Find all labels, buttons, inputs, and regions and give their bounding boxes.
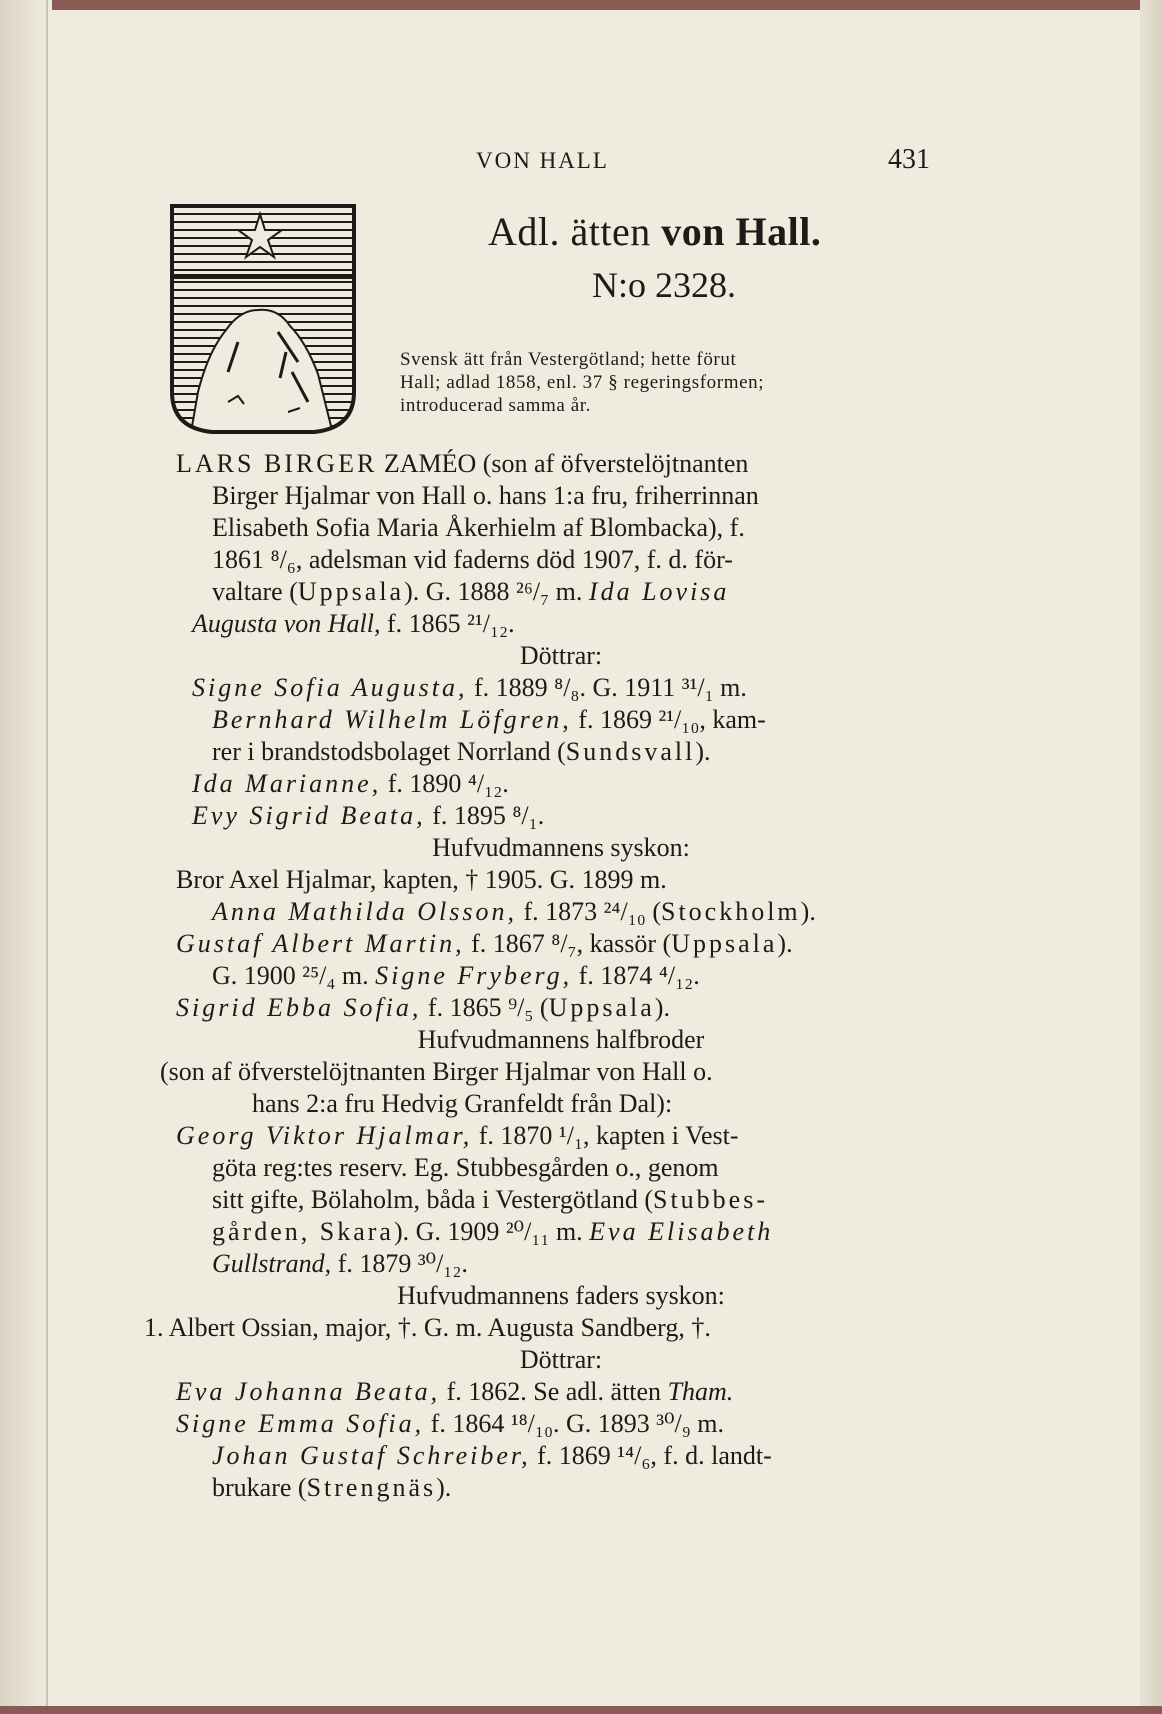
text-span: ). — [777, 929, 793, 958]
text-span: f. 1865 ²¹/₁₂. — [380, 609, 515, 638]
name-text: Anna Mathilda Olsson, — [212, 897, 517, 926]
text-line — [212, 736, 711, 768]
text-span: valtare ( — [212, 577, 298, 606]
name-text: Eva Johanna Beata, — [176, 1377, 441, 1406]
text-line: Birger Hjalmar von Hall o. hans 1:a fru, friherrinnan — [212, 481, 759, 510]
name-text: Bernhard Wilhelm Löfgren, — [212, 705, 572, 734]
name-text: Eva Elisabeth — [589, 1217, 774, 1246]
place-text: Strengnäs — [306, 1473, 437, 1502]
name-text: LARS BIRGER — [176, 449, 378, 478]
family-title-name: von Hall. — [661, 209, 822, 254]
name-text: Ida Marianne, — [192, 769, 382, 798]
page-gutter — [0, 0, 52, 1714]
text-span: ). G. 1888 ²⁶/₇ m. — [404, 577, 589, 606]
name-text: Tham. — [667, 1377, 734, 1406]
section-heading: Hufvudmannens faders syskon: — [397, 1281, 725, 1310]
name-text: Evy Sigrid Beata, — [192, 801, 426, 830]
text-span: ). — [436, 1473, 452, 1502]
text-line — [176, 448, 748, 480]
text-line — [212, 576, 729, 608]
text-line: 1861 ⁸/₆, adelsman vid faderns död 1907, f. d. för- — [212, 545, 733, 574]
text-span: f. 1895 ⁸/₁. — [425, 801, 545, 830]
text-line — [212, 1184, 768, 1216]
text-line — [192, 800, 544, 832]
name-text: Gullstrand, — [212, 1249, 332, 1278]
text-span: f. 1865 ⁹/₅ ( — [421, 993, 549, 1022]
text-span: sitt gifte, Bölaholm, båda i Vestergötland ( — [212, 1185, 653, 1214]
text-span: ). G. 1909 ²⁰/₁₁ m. — [393, 1217, 590, 1246]
text-span: f. 1864 ¹⁸/₁₀. G. 1893 ³⁰/₉ m. — [424, 1409, 725, 1438]
text-line: (son af öfverstelöjtnanten Birger Hjalmar von Hall o. — [160, 1057, 713, 1086]
text-line: 1. Albert Ossian, major, †. G. m. Augusta Sandberg, †. — [144, 1313, 711, 1342]
section-heading: Döttrar: — [519, 1345, 603, 1374]
place-text: Uppsala — [671, 929, 778, 958]
description-line: introducerad samma år. — [400, 395, 591, 416]
place-text: Stockholm — [660, 897, 801, 926]
name-text: Georg Viktor Hjalmar, — [176, 1121, 473, 1150]
place-text: gården, Skara — [212, 1217, 394, 1246]
bottom-edge — [0, 1706, 1162, 1714]
page-edge — [1140, 0, 1162, 1714]
text-line: göta reg:tes reserv. Eg. Stubbesgården o., genom — [212, 1153, 719, 1182]
text-span: f. 1874 ⁴/₁₂. — [572, 961, 700, 990]
description-line: Hall; adlad 1858, enl. 37 § regeringsformen; — [400, 372, 765, 393]
text-span: f. 1869 ¹⁴/₆, f. d. landt- — [530, 1441, 772, 1470]
text-line — [192, 672, 747, 704]
name-text: Signe Fryberg, — [375, 961, 573, 990]
text-line — [212, 1216, 773, 1248]
text-span: G. 1900 ²⁵/₄ m. — [212, 961, 376, 990]
text-line — [176, 928, 793, 960]
section-heading: Hufvudmannens halfbroder — [417, 1025, 705, 1054]
family-title — [488, 208, 821, 255]
text-span: ). — [800, 897, 816, 926]
description-line: Svensk ätt från Vestergötland; hette förut — [400, 349, 737, 370]
text-line — [212, 704, 766, 736]
name-text: Ida Lovisa — [588, 577, 730, 606]
top-edge — [0, 0, 1162, 10]
family-number: N:o 2328. — [592, 265, 736, 305]
text-span: f. 1869 ²¹/₁₀, kam- — [571, 705, 766, 734]
text-line: Elisabeth Sofia Maria Åkerhielm af Blombacka), f. — [212, 513, 745, 542]
text-line: Bror Axel Hjalmar, kapten, † 1905. G. 1899 m. — [176, 865, 667, 894]
gutter-line — [46, 0, 48, 1714]
section-heading: Hufvudmannens syskon: — [432, 833, 690, 862]
place-text: Stubbes- — [652, 1185, 768, 1214]
text-span: f. 1867 ⁸/₇, kassör ( — [464, 929, 672, 958]
text-line — [176, 1376, 733, 1408]
page-number: 431 — [888, 144, 930, 175]
text-span: brukare ( — [212, 1473, 307, 1502]
text-span: f. 1873 ²⁴/₁₀ ( — [516, 897, 661, 926]
place-text: Sundsvall — [565, 737, 696, 766]
text-line — [192, 768, 509, 800]
text-line — [212, 960, 700, 992]
text-line — [176, 1408, 724, 1440]
name-text: Johan Gustaf Schreiber, — [212, 1441, 531, 1470]
text-line — [212, 896, 816, 928]
family-description — [400, 348, 948, 417]
text-line — [192, 608, 515, 640]
text-span: f. 1870 ¹/₁, kapten i Vest- — [472, 1121, 739, 1150]
text-span: ZAMÉO (son af öfverstelöjtnanten — [377, 449, 749, 478]
name-text: Augusta von Hall, — [192, 609, 381, 638]
running-title: VON HALL — [476, 148, 609, 173]
section-heading: Döttrar: — [519, 641, 603, 670]
text-span: f. 1862. Se adl. ätten — [440, 1377, 668, 1406]
text-line: hans 2:a fru Hedvig Granfeldt från Dal): — [252, 1089, 673, 1118]
text-span: f. 1889 ⁸/₈. G. 1911 ³¹/₁ m. — [467, 673, 747, 702]
place-text: Uppsala — [297, 577, 405, 606]
text-line — [212, 1472, 451, 1504]
text-span: ). — [695, 737, 711, 766]
name-text: Signe Emma Sofia, — [176, 1409, 425, 1438]
text-span: ). — [654, 993, 670, 1022]
name-text: Gustaf Albert Martin, — [176, 929, 465, 958]
place-text: Uppsala — [548, 993, 655, 1022]
text-span: f. 1890 ⁴/₁₂. — [381, 769, 509, 798]
text-span: rer i brandstodsbolaget Norrland ( — [212, 737, 566, 766]
text-line — [176, 1120, 739, 1152]
family-title-prefix: Adl. ätten — [488, 209, 662, 254]
name-text: Sigrid Ebba Sofia, — [176, 993, 422, 1022]
text-line — [212, 1440, 772, 1472]
text-line — [176, 992, 670, 1024]
name-text: Signe Sofia Augusta, — [192, 673, 468, 702]
text-line — [212, 1248, 468, 1280]
coat-of-arms-icon — [168, 202, 358, 438]
text-span: f. 1879 ³⁰/₁₂. — [331, 1249, 468, 1278]
